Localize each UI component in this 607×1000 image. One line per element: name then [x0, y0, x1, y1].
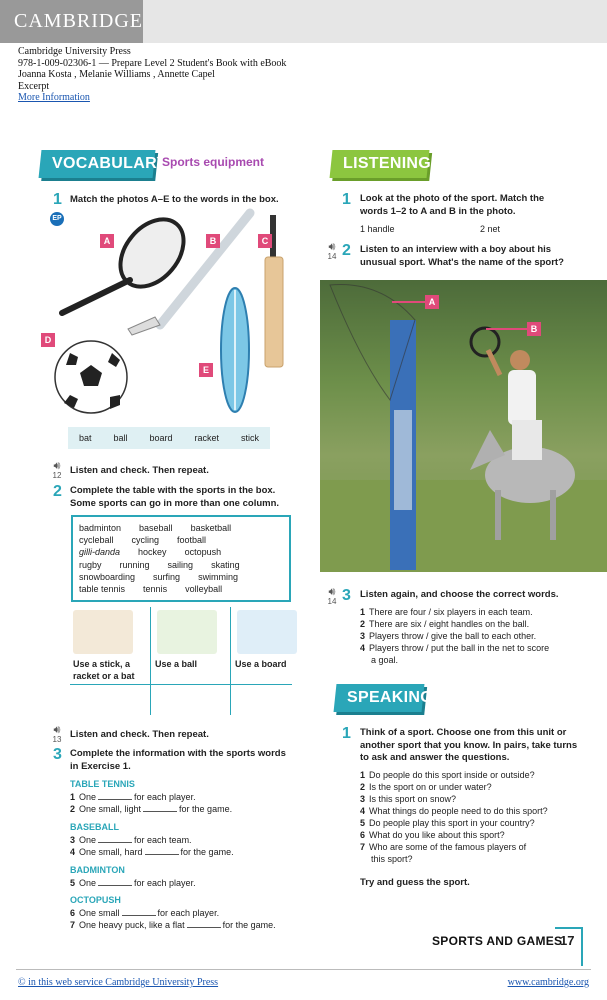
listen-instruction: Listen and check. Then repeat.: [70, 465, 209, 476]
answer-blank[interactable]: [98, 834, 132, 843]
gap-fill-item: 2 One small, light for the game.: [70, 804, 233, 814]
word-item: stick: [241, 433, 259, 443]
gap-fill-item: 4 One small, hard for the game.: [70, 847, 234, 857]
question-item: 1 Do people do this sport inside or outside?: [360, 770, 535, 780]
gap-fill-item: 3 One for each team.: [70, 835, 192, 845]
column-header: Use a stick, a racket or a bat: [73, 659, 135, 681]
word-item: ball: [113, 433, 128, 443]
gap-fill-item: 5 One for each player.: [70, 878, 196, 888]
audio-track-button[interactable]: 🔊︎ 14: [325, 587, 339, 606]
exercise-number: 2: [53, 483, 62, 500]
footer-divider: [16, 969, 591, 970]
speaker-icon: 🔊︎: [328, 586, 336, 598]
sports-category-table: [70, 607, 292, 715]
gap-fill-item: 7 One heavy puck, like a flat for the game.: [70, 920, 276, 930]
choice-item: 1 There are four / six players in each team.: [360, 607, 533, 617]
authors: Joanna Kosta , Melanie Williams , Annette Capel: [18, 69, 215, 80]
question-item: 6 What do you like about this sport?: [360, 830, 505, 840]
word-item: racket: [194, 433, 220, 443]
answer-blank[interactable]: [143, 803, 177, 812]
listening-banner: LISTENING: [330, 150, 430, 178]
exercise-number: 3: [53, 746, 62, 763]
choice-item: 4 Players throw / put the ball in the net to score: [360, 643, 550, 653]
excerpt-label: Excerpt: [18, 80, 50, 92]
photo-tag-b: B: [206, 234, 220, 248]
exercise-instruction: Complete the information with the sports words in Exercise 1.: [70, 748, 286, 772]
horseback-player-illustration: [320, 280, 607, 572]
photo-tag-c: C: [258, 234, 272, 248]
audio-track-button[interactable]: 🔊︎ 12: [50, 461, 64, 480]
audio-track-button[interactable]: 🔊︎ 14: [325, 242, 339, 261]
more-information-link[interactable]: More Information: [18, 92, 90, 103]
board-icon: [237, 610, 297, 654]
sport-heading: OCTOPUSH: [70, 895, 121, 905]
column-header: Use a board: [235, 659, 287, 669]
photo-tag-b: B: [527, 322, 541, 336]
exercise-instruction: Complete the table with the sports in the box. Some sports can go in more than one column.: [70, 485, 280, 509]
answer-blank[interactable]: [98, 877, 132, 886]
answer-blank[interactable]: [145, 846, 179, 855]
speaking-banner: SPEAKING: [334, 684, 425, 712]
isbn-line: 978-1-009-02306-1 — Prepare Level 2 Student's Book with eBook: [18, 57, 287, 69]
cambridge-logo[interactable]: CAMBRIDGE: [0, 0, 143, 43]
vocabulary-subheading: Sports equipment: [162, 155, 265, 169]
choice-item-continuation: a goal.: [371, 655, 399, 665]
exercise-number: 1: [342, 191, 351, 208]
exercise-number: 1: [342, 725, 351, 742]
exercise-instruction: Think of a sport. Choose one from this unit or another sport that you know. In pairs, take turns to ask and answer the questions.: [360, 727, 578, 763]
exercise-number: 3: [342, 587, 351, 604]
cycleball-photo: [320, 280, 607, 572]
listen-instruction: Listen and check. Then repeat.: [70, 729, 209, 740]
question-item-continuation: this sport?: [371, 854, 413, 864]
photo-tag-a: A: [100, 234, 114, 248]
closing-instruction: Try and guess the sport.: [360, 877, 470, 888]
sport-heading: TABLE TENNIS: [70, 779, 135, 789]
copyright-link[interactable]: © in this web service Cambridge University Press: [18, 977, 219, 988]
speaker-icon: 🔊︎: [53, 724, 61, 736]
question-item: 4 What things do people need to do this sport?: [360, 806, 548, 816]
speaker-icon: 🔊︎: [328, 241, 336, 253]
photo-tag-d: D: [41, 333, 55, 347]
sports-word-box: badminton baseball basketball cycleball cycling football gilli-danda hockey octopush rugby running sailing skating snowboarding surfing swimming table tennis tennis volleyball: [71, 515, 291, 602]
question-item: 3 Is this sport on snow?: [360, 794, 457, 804]
publisher: Cambridge University Press: [18, 46, 131, 57]
stick-racket-bat-icon: [73, 610, 133, 654]
exercise-instruction: Look at the photo of the sport. Match the words 1–2 to A and B in the photo.: [360, 193, 545, 217]
question-item: 5 Do people play this sport in your country?: [360, 818, 535, 828]
surfboard-icon: [221, 288, 249, 412]
choice-item: 3 Players throw / give the ball to each other.: [360, 631, 537, 641]
question-item: 7 Who are some of the famous players of: [360, 842, 527, 852]
speaker-icon: 🔊︎: [53, 460, 61, 472]
answer-blank[interactable]: [98, 791, 132, 800]
gap-fill-item: 1 One for each player.: [70, 792, 196, 802]
photo-tag-a: A: [425, 295, 439, 309]
exercise-instruction: Match the photos A–E to the words in the box.: [70, 194, 279, 205]
site-header: [0, 0, 607, 43]
exercise-instruction: Listen to an interview with a boy about his unusual sport. What's the name of the sport?: [360, 244, 564, 268]
sport-heading: BADMINTON: [70, 865, 125, 875]
book-meta: [18, 46, 286, 104]
vocabulary-banner: VOCABULARY: [39, 150, 156, 178]
question-item: 2 Is the sport on or under water?: [360, 782, 492, 792]
ep-badge: EP: [50, 212, 64, 226]
unit-label: SPORTS AND GAMES: [432, 934, 563, 948]
match-item: 2 net: [480, 224, 501, 234]
audio-track-button[interactable]: 🔊︎ 13: [50, 725, 64, 744]
balls-icon: [157, 610, 217, 654]
sport-heading: BASEBALL: [70, 822, 119, 832]
word-box: [68, 427, 270, 449]
answer-blank[interactable]: [187, 919, 221, 928]
column-header: Use a ball: [155, 659, 198, 669]
gap-fill-item: 6 One small for each player.: [70, 908, 220, 918]
exercise-number: 2: [342, 242, 351, 259]
football-icon: [55, 341, 127, 413]
cambridge-site-link[interactable]: www.cambridge.org: [507, 977, 589, 988]
choice-item: 2 There are six / eight handles on the ball.: [360, 619, 530, 629]
word-item: bat: [78, 433, 92, 443]
exercise-number: 1: [53, 191, 62, 208]
answer-blank[interactable]: [122, 907, 156, 916]
word-item: board: [149, 433, 173, 443]
photo-tag-e: E: [199, 363, 213, 377]
exercise-instruction: Listen again, and choose the correct words.: [360, 589, 559, 600]
match-item: 1 handle: [360, 224, 395, 234]
tennis-racket-icon: [62, 207, 196, 313]
page-number: 17: [560, 933, 575, 948]
